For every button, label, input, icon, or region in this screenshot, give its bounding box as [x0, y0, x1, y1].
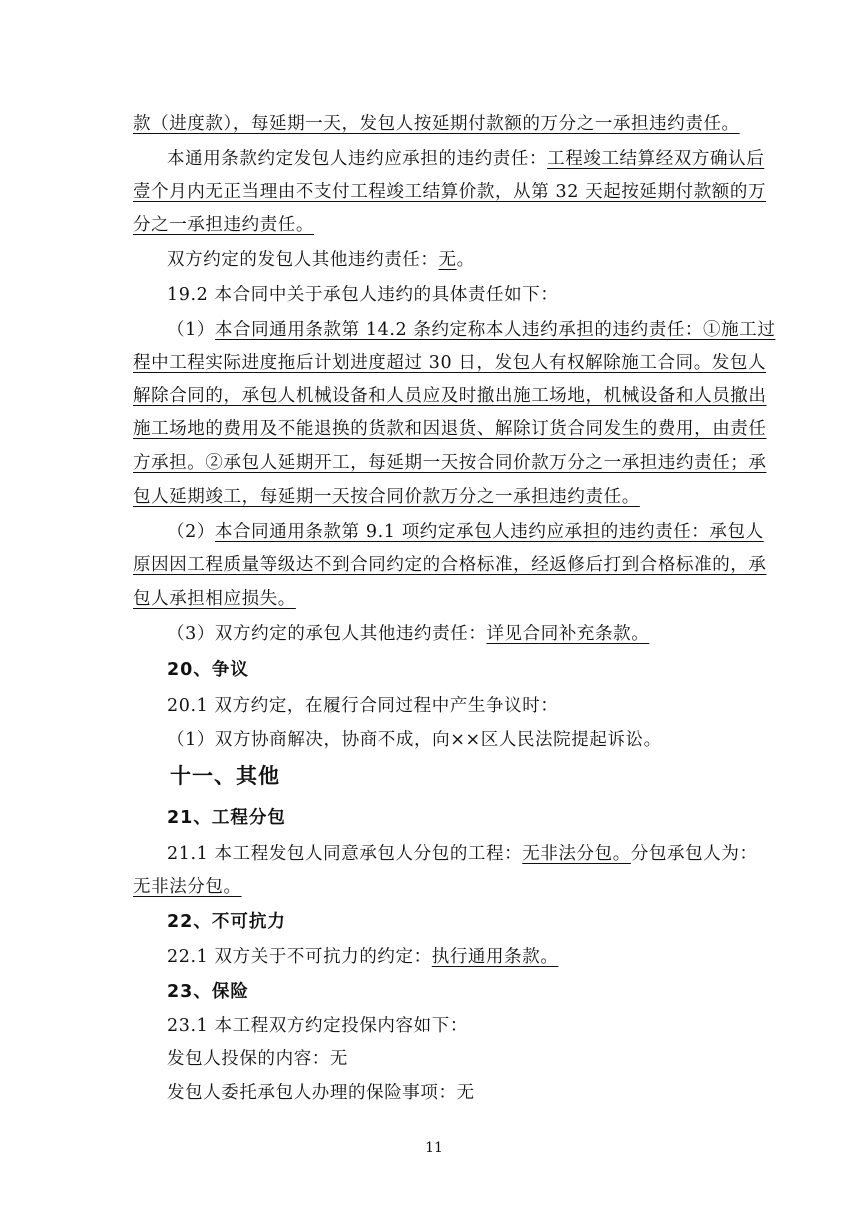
paragraph-line — [167, 248, 777, 272]
text-span: 本通用条款约定发包人违约应承担的违约责任： — [167, 149, 548, 169]
paragraph-line: 款（进度款），每延期一天，发包人按延期付款额的万分之一承担违约责任。 — [133, 114, 740, 134]
text-span: 分包承包人为： — [630, 844, 758, 864]
text-span: （3）双方约定的承包人其他违约责任： — [167, 624, 487, 644]
text-span: 22.1 双方关于不可抗力的约定： — [167, 947, 432, 967]
paragraph-line: 程中工程实际进度拖后计划进度超过 30 日，发包人有权解除施工合同。发包人 — [133, 353, 767, 373]
underlined-span: 本合同通用条款第 9.1 项约定承包人违约应承担的违约责任：承包人 — [214, 522, 764, 542]
paragraph-line: 方承担。②承包人延期开工，每延期一天按合同价款万分之一承担违约责任；承 — [133, 453, 767, 473]
paragraph-line: 包人承担相应损失。 — [133, 589, 296, 609]
underlined-span: 无非法分包。 — [522, 844, 631, 864]
paragraph-line — [167, 622, 777, 646]
text-span: （2） — [167, 522, 215, 542]
paragraph-line: 19.2 本合同中关于承包人违约的具体责任如下： — [167, 285, 559, 305]
paragraph-line: 原因因工程质量等级达不到合同约定的合格标准，经返修后打到合格标准的，承 — [133, 555, 767, 575]
paragraph-line: 20.1 双方约定，在履行合同过程中产生争议时： — [167, 696, 559, 716]
paragraph-line: 解除合同的，承包人机械设备和人员应及时撤出施工场地，机械设备和人员撤出 — [133, 386, 767, 406]
paragraph-line — [167, 147, 777, 171]
paragraph-line: 无非法分包。 — [133, 877, 242, 897]
paragraph-line: 包人延期竣工，每延期一天按合同价款万分之一承担违约责任。 — [133, 487, 640, 507]
paragraph-line: 分之一承担违约责任。 — [133, 215, 314, 235]
text-span: 双方约定的发包人其他违约责任： — [167, 250, 439, 270]
paragraph-line — [167, 842, 777, 866]
paragraph-line — [167, 945, 777, 969]
paragraph-line: 施工场地的费用及不能退换的货款和因退货、解除订货合同发生的费用，由责任 — [133, 419, 767, 439]
underlined-span: 工程竣工结算经双方确认后 — [547, 149, 765, 169]
chapter-heading: 十一、其他 — [170, 764, 280, 788]
section-heading: 22、不可抗力 — [167, 912, 286, 932]
section-heading: 20、争议 — [167, 660, 249, 680]
paragraph-line — [167, 520, 777, 544]
paragraph-line: 壹个月内无正当理由不支付工程竣工结算价款，从第 32 天起按延期付款额的万 — [133, 182, 767, 202]
text-span: 。 — [456, 250, 475, 270]
underlined-span: 详见合同补充条款。 — [486, 624, 650, 644]
page-number: 11 — [425, 1140, 443, 1156]
text-span: （1） — [167, 320, 215, 340]
underlined-span: 本合同通用条款第 14.2 条约定称本人违约承担的违约责任：①施工过 — [214, 320, 776, 340]
paragraph-line: 23.1 本工程双方约定投保内容如下： — [167, 1016, 468, 1036]
paragraph-line: 发包人投保的内容：无 — [167, 1049, 348, 1069]
underlined-span: 执行通用条款。 — [431, 947, 559, 967]
underlined-span: 无 — [438, 250, 457, 270]
paragraph-line — [167, 318, 777, 342]
section-heading: 21、工程分包 — [167, 808, 286, 828]
section-heading: 23、保险 — [167, 982, 249, 1002]
text-span: 21.1 本工程发包人同意承包人分包的工程： — [167, 844, 523, 864]
paragraph-line: 发包人委托承包人办理的保险事项：无 — [167, 1083, 475, 1103]
paragraph-line: （1）双方协商解决，协商不成，向××区人民法院提起诉讼。 — [167, 730, 662, 750]
